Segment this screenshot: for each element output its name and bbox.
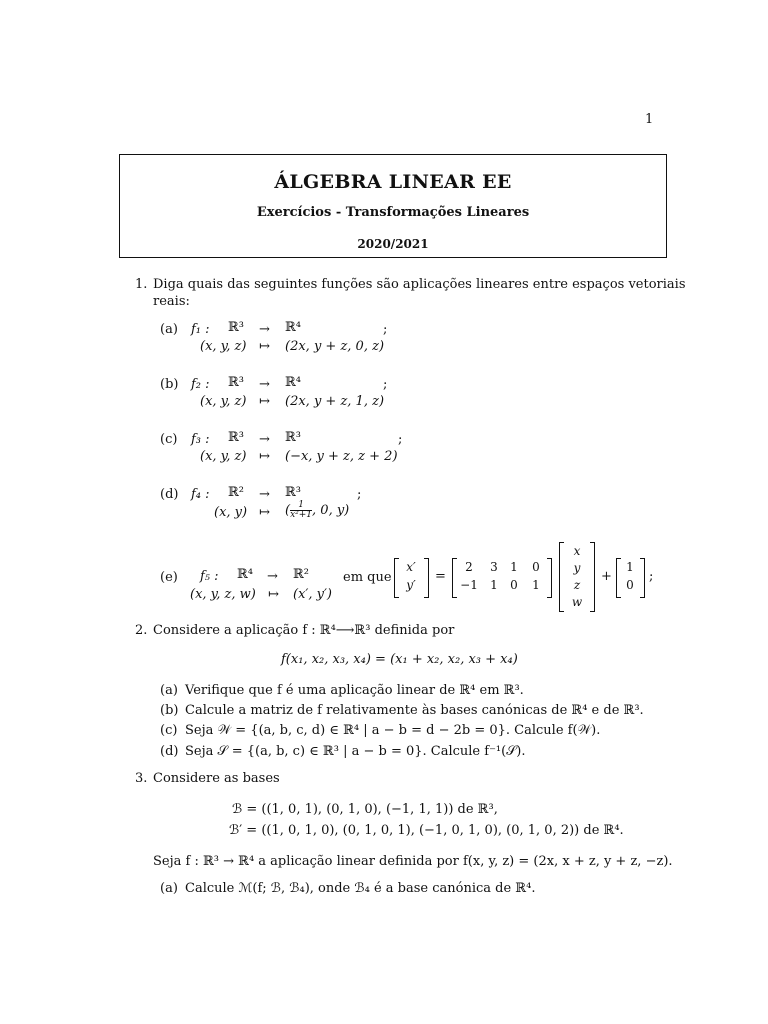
function-codomain: ℝ³ <box>285 485 302 500</box>
separator: ; <box>383 322 388 337</box>
formula: f(x₁, x₂, x₃, x₄) = (x₁ + x₂, x₂, x₃ + x₄) <box>281 652 518 667</box>
item-label: (c) <box>160 432 178 447</box>
mapsto: ↦ <box>259 505 270 520</box>
item-label: (b) <box>160 703 179 718</box>
item-text: Calcule a matriz de f relativamente às bases canónicas de ℝ⁴ e de ℝ³. <box>185 703 644 718</box>
function-input: (x, y, z) <box>200 339 247 354</box>
function-domain: ℝ³ <box>228 430 245 445</box>
matrix-entry: 1 <box>510 560 518 574</box>
item-label: (d) <box>160 744 179 759</box>
document-year: 2020/2021 <box>357 237 429 251</box>
function-codomain: ℝ³ <box>285 430 302 445</box>
exercise-number: 3. <box>135 771 148 786</box>
mapsto: ↦ <box>259 449 270 464</box>
arrow: → <box>259 487 270 502</box>
vector-entry: z <box>573 578 581 592</box>
arrow: → <box>259 322 270 337</box>
item-label: (a) <box>160 683 178 698</box>
matrix-entry: 0 <box>532 560 540 574</box>
item-text: Seja 𝒮 = {(a, b, c) ∈ ℝ³ | a − b = 0}. Calcule f⁻¹(𝒮). <box>185 744 526 759</box>
mapsto: ↦ <box>268 587 279 602</box>
exercise-text: Diga quais das seguintes funções são aplicações lineares entre espaços vetoriais <box>153 277 686 292</box>
function-output: (−x, y + z, z + 2) <box>285 449 398 464</box>
plus-sign: + <box>601 569 612 584</box>
separator: ; <box>383 377 388 392</box>
document-title: ÁLGEBRA LINEAR EE <box>274 171 512 193</box>
exercise-text: Considere as bases <box>153 771 280 786</box>
exercise-number: 1. <box>135 277 148 292</box>
function-codomain: ℝ⁴ <box>285 375 302 390</box>
mapsto: ↦ <box>259 339 270 354</box>
function-output: (x′, y′) <box>293 587 332 602</box>
function-input: (x, y) <box>214 505 248 520</box>
fraction-numerator: 1 <box>290 501 312 511</box>
matrix-entry: 3 <box>490 560 498 574</box>
document-subtitle: Exercícios - Transformações Lineares <box>256 205 530 220</box>
bracket-left <box>559 542 564 612</box>
em-que-text: em que <box>343 570 392 585</box>
function-output: (2x, y + z, 0, z) <box>285 339 385 354</box>
vector-entry: x′ <box>406 560 416 574</box>
matrix-entry: 0 <box>510 578 518 592</box>
page-number: 1 <box>645 112 654 127</box>
function-input: (x, y, z) <box>200 449 247 464</box>
matrix-entry: 1 <box>532 578 540 592</box>
item-text: Verifique que f é uma aplicação linear de ℝ⁴ em ℝ³. <box>185 683 524 698</box>
exercise-text: reais: <box>153 294 190 309</box>
separator: ; <box>398 432 403 447</box>
item-label: (e) <box>160 570 178 585</box>
bracket-right <box>547 558 552 598</box>
item-label: (c) <box>160 723 178 738</box>
output-open: ( <box>285 503 291 518</box>
vector-entry: w <box>571 595 583 609</box>
function-domain: ℝ² <box>228 485 245 500</box>
function-domain: ℝ⁴ <box>237 567 254 582</box>
item-label: (a) <box>160 881 178 896</box>
exercise-number: 2. <box>135 623 148 638</box>
bracket-right <box>640 558 645 598</box>
bracket-right <box>424 558 429 598</box>
function-codomain: ℝ⁴ <box>285 320 302 335</box>
function-codomain: ℝ² <box>293 567 310 582</box>
item-text: Calcule ℳ(f; ℬ, ℬ₄), onde ℬ₄ é a base canónica de ℝ⁴. <box>185 881 536 896</box>
arrow: → <box>259 377 270 392</box>
vector-entry: y <box>573 561 581 575</box>
function-input: (x, y, z) <box>200 394 247 409</box>
item-label: (b) <box>160 377 179 392</box>
basis-b-prime: ℬ′ = ((1, 0, 1, 0), (0, 1, 0, 1), (−1, 0, 1, 0), (0, 1, 0, 2)) de ℝ⁴. <box>229 823 624 838</box>
function-name: f₃ : <box>191 432 210 447</box>
function-domain: ℝ³ <box>228 375 245 390</box>
separator: ; <box>649 569 654 584</box>
matrix-entry: 2 <box>465 560 473 574</box>
fraction <box>290 501 312 520</box>
mapsto: ↦ <box>259 394 270 409</box>
bracket-left <box>394 558 399 598</box>
output-rest: , 0, y) <box>312 503 350 518</box>
equals-sign: = <box>435 569 446 584</box>
exercise-text: Considere a aplicação f : ℝ⁴⟶ℝ³ definida por <box>153 623 455 638</box>
function-name: f₅ : <box>200 569 219 584</box>
bracket-left <box>452 558 457 598</box>
fraction-denominator: x²+1 <box>290 510 313 520</box>
arrow: → <box>259 432 270 447</box>
function-name: f₁ : <box>191 322 210 337</box>
vector-entry: x <box>573 544 581 558</box>
item-label: (d) <box>160 487 179 502</box>
matrix-entry: −1 <box>460 578 478 592</box>
matrix-entry: 1 <box>490 578 498 592</box>
separator: ; <box>357 487 362 502</box>
function-output <box>285 501 349 520</box>
function-domain: ℝ³ <box>228 320 245 335</box>
bracket-right <box>590 542 595 612</box>
definition-text: Seja f : ℝ³ → ℝ⁴ a aplicação linear definida por f(x, y, z) = (2x, x + z, y + z, −z). <box>153 854 673 869</box>
vector-entry: 0 <box>626 578 634 592</box>
item-label: (a) <box>160 322 178 337</box>
function-output: (2x, y + z, 1, z) <box>285 394 385 409</box>
vector-entry: y′ <box>406 578 416 592</box>
function-input: (x, y, z, w) <box>190 587 256 602</box>
item-text: Seja 𝒲 = {(a, b, c, d) ∈ ℝ⁴ | a − b = d − 2b = 0}. Calcule f(𝒲). <box>185 723 601 738</box>
vector-entry: 1 <box>626 560 634 574</box>
function-name: f₂ : <box>191 377 210 392</box>
header-box <box>119 154 667 258</box>
arrow: → <box>267 569 278 584</box>
basis-b: ℬ = ((1, 0, 1), (0, 1, 0), (−1, 1, 1)) de ℝ³, <box>232 802 498 817</box>
function-name: f₄ : <box>191 487 210 502</box>
